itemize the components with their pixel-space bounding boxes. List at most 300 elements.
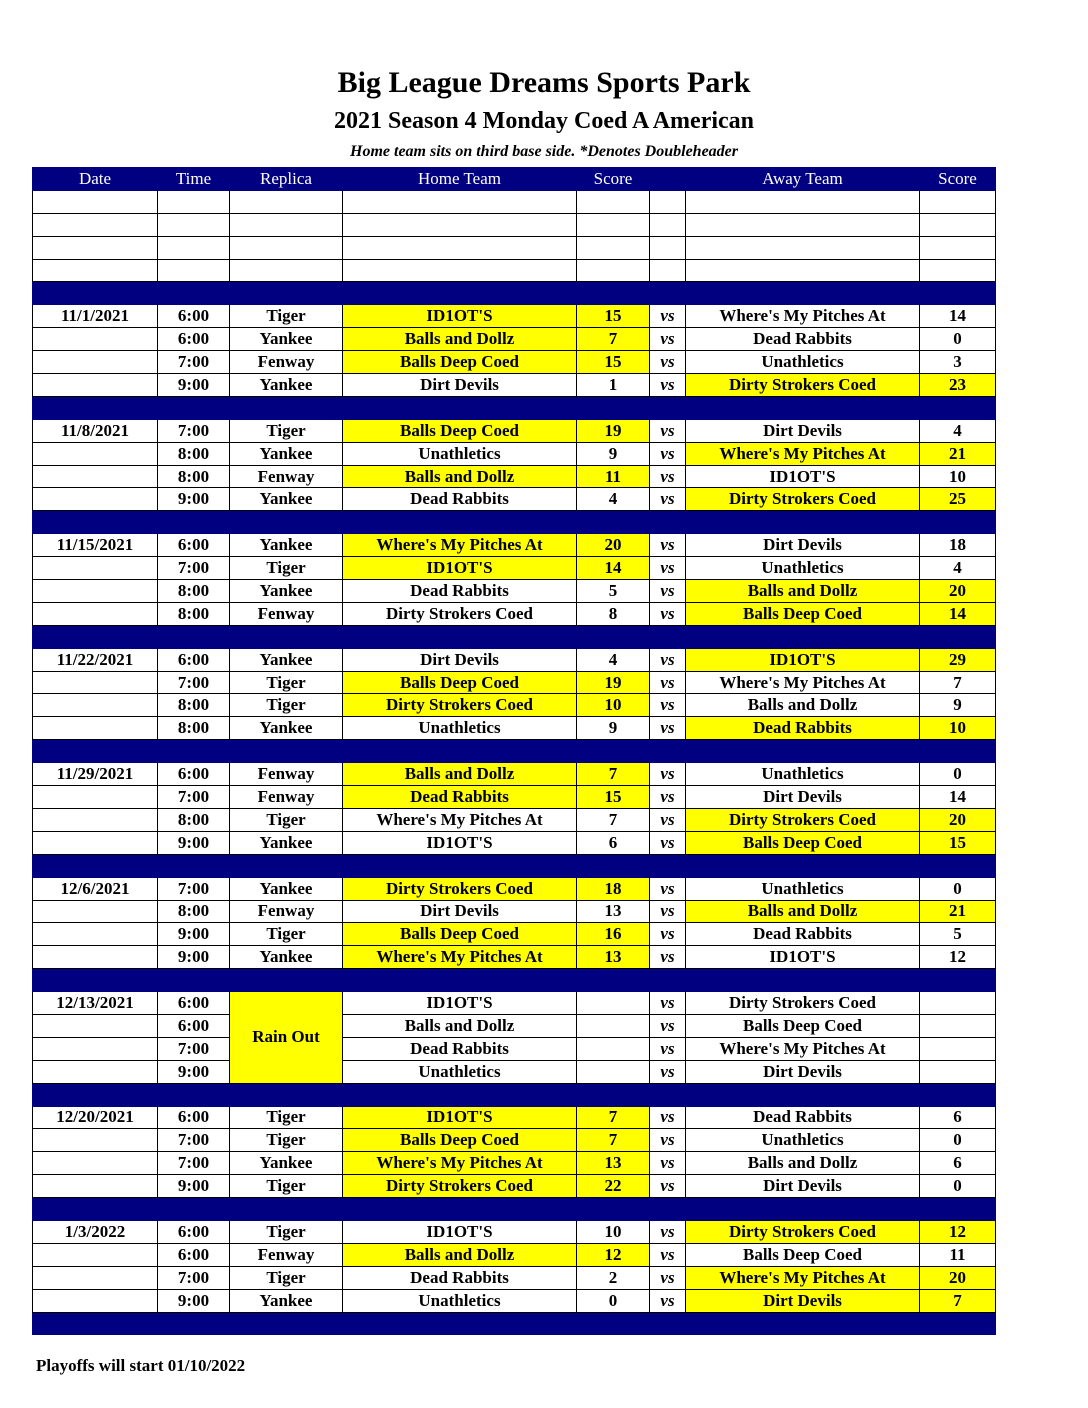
home-team: Dirty Strokers Coed — [343, 877, 577, 900]
vs-label: vs — [650, 1014, 686, 1037]
home-team: ID1OT'S — [343, 1106, 577, 1129]
vs-label: vs — [650, 1106, 686, 1129]
home-team: Balls and Dollz — [343, 1243, 577, 1266]
blank-row — [33, 236, 996, 259]
week-separator — [33, 969, 996, 992]
game-row — [33, 1152, 996, 1175]
game-row — [33, 763, 996, 786]
column-header-replica: Replica — [230, 168, 343, 191]
game-row — [33, 351, 996, 374]
game-row — [33, 694, 996, 717]
vs-label: vs — [650, 1220, 686, 1243]
home-score: 22 — [577, 1175, 650, 1198]
game-date-empty — [33, 831, 158, 854]
game-replica: Yankee — [230, 374, 343, 397]
game-time: 7:00 — [158, 1129, 230, 1152]
game-time: 7:00 — [158, 1266, 230, 1289]
game-replica: Yankee — [230, 442, 343, 465]
away-score: 11 — [920, 1243, 996, 1266]
game-replica: Tiger — [230, 808, 343, 831]
away-score: 14 — [920, 305, 996, 328]
game-replica: Fenway — [230, 786, 343, 809]
home-score: 5 — [577, 580, 650, 603]
column-header-time: Time — [158, 168, 230, 191]
vs-label: vs — [650, 786, 686, 809]
week-separator — [33, 1198, 996, 1221]
vs-label: vs — [650, 534, 686, 557]
away-score: 18 — [920, 534, 996, 557]
game-time: 8:00 — [158, 442, 230, 465]
game-time: 6:00 — [158, 305, 230, 328]
week-separator — [33, 854, 996, 877]
game-time: 7:00 — [158, 557, 230, 580]
game-replica: Yankee — [230, 648, 343, 671]
game-date-empty — [33, 1175, 158, 1198]
vs-label: vs — [650, 328, 686, 351]
game-replica: Tiger — [230, 671, 343, 694]
column-header-away-score: Score — [920, 168, 996, 191]
game-time: 8:00 — [158, 808, 230, 831]
away-team: ID1OT'S — [686, 946, 920, 969]
game-row — [33, 1289, 996, 1312]
game-row — [33, 1106, 996, 1129]
game-time: 6:00 — [158, 763, 230, 786]
vs-label: vs — [650, 877, 686, 900]
home-team: Balls and Dollz — [343, 465, 577, 488]
home-team: Dead Rabbits — [343, 580, 577, 603]
game-date-empty — [33, 900, 158, 923]
footer-note: Playoffs will start 01/10/2022 — [36, 1356, 246, 1375]
home-score: 16 — [577, 923, 650, 946]
game-replica: Tiger — [230, 1220, 343, 1243]
away-team: Unathletics — [686, 557, 920, 580]
week-separator — [33, 625, 996, 648]
home-team: Balls Deep Coed — [343, 351, 577, 374]
away-team: Dirt Devils — [686, 534, 920, 557]
game-date-empty — [33, 1014, 158, 1037]
away-team: ID1OT'S — [686, 648, 920, 671]
vs-label: vs — [650, 694, 686, 717]
home-score: 15 — [577, 305, 650, 328]
home-team: Dead Rabbits — [343, 786, 577, 809]
game-replica: Tiger — [230, 923, 343, 946]
game-row — [33, 992, 996, 1015]
game-time: 7:00 — [158, 351, 230, 374]
away-team: Where's My Pitches At — [686, 1266, 920, 1289]
schedule-body — [33, 168, 996, 1335]
game-row — [33, 580, 996, 603]
home-team: Dirty Strokers Coed — [343, 694, 577, 717]
away-score: 29 — [920, 648, 996, 671]
game-time: 6:00 — [158, 1243, 230, 1266]
away-score: 0 — [920, 763, 996, 786]
away-score: 20 — [920, 580, 996, 603]
away-score: 0 — [920, 877, 996, 900]
vs-label: vs — [650, 946, 686, 969]
away-team: Dirt Devils — [686, 1060, 920, 1083]
home-team: Balls and Dollz — [343, 1014, 577, 1037]
away-team: Dirty Strokers Coed — [686, 992, 920, 1015]
vs-label: vs — [650, 1060, 686, 1083]
game-time: 6:00 — [158, 328, 230, 351]
game-date: 1/3/2022 — [33, 1220, 158, 1243]
away-score — [920, 992, 996, 1015]
game-replica: Yankee — [230, 877, 343, 900]
game-replica: Tiger — [230, 557, 343, 580]
home-team: Balls Deep Coed — [343, 1129, 577, 1152]
vs-label: vs — [650, 488, 686, 511]
game-time: 9:00 — [158, 1289, 230, 1312]
game-replica: Tiger — [230, 1175, 343, 1198]
away-team: Dirt Devils — [686, 1175, 920, 1198]
game-row — [33, 900, 996, 923]
home-score: 11 — [577, 465, 650, 488]
game-time: 6:00 — [158, 992, 230, 1015]
home-team: Where's My Pitches At — [343, 946, 577, 969]
away-score: 10 — [920, 465, 996, 488]
away-team: Dirt Devils — [686, 419, 920, 442]
game-date: 11/22/2021 — [33, 648, 158, 671]
game-replica: Fenway — [230, 1243, 343, 1266]
game-replica: Tiger — [230, 1266, 343, 1289]
game-time: 6:00 — [158, 1220, 230, 1243]
home-team: ID1OT'S — [343, 305, 577, 328]
away-score: 4 — [920, 419, 996, 442]
game-time: 8:00 — [158, 602, 230, 625]
game-time: 9:00 — [158, 1175, 230, 1198]
game-row — [33, 671, 996, 694]
game-row — [33, 1243, 996, 1266]
game-date: 12/13/2021 — [33, 992, 158, 1015]
game-date-empty — [33, 351, 158, 374]
game-row — [33, 717, 996, 740]
away-score: 21 — [920, 442, 996, 465]
game-replica: Yankee — [230, 328, 343, 351]
home-team: Dirt Devils — [343, 648, 577, 671]
game-date-empty — [33, 557, 158, 580]
game-row — [33, 1014, 996, 1037]
vs-label: vs — [650, 763, 686, 786]
game-time: 7:00 — [158, 877, 230, 900]
home-team: Balls Deep Coed — [343, 419, 577, 442]
away-team: Unathletics — [686, 763, 920, 786]
vs-label: vs — [650, 351, 686, 374]
home-score — [577, 992, 650, 1015]
game-row — [33, 1220, 996, 1243]
game-time: 7:00 — [158, 671, 230, 694]
vs-label: vs — [650, 1289, 686, 1312]
vs-label: vs — [650, 992, 686, 1015]
away-score: 10 — [920, 717, 996, 740]
away-score: 21 — [920, 900, 996, 923]
header-note: Home team sits on third base side. *Denotes Doubleheader — [350, 143, 738, 160]
away-score — [920, 1014, 996, 1037]
game-replica: Tiger — [230, 419, 343, 442]
away-score — [920, 1060, 996, 1083]
column-header-home-team: Home Team — [343, 168, 577, 191]
game-time: 7:00 — [158, 786, 230, 809]
away-score: 23 — [920, 374, 996, 397]
blank-row — [33, 259, 996, 282]
away-score: 7 — [920, 1289, 996, 1312]
week-separator — [33, 511, 996, 534]
game-date-empty — [33, 580, 158, 603]
away-team: Dirty Strokers Coed — [686, 374, 920, 397]
away-score — [920, 1037, 996, 1060]
game-replica: Yankee — [230, 534, 343, 557]
home-score: 9 — [577, 442, 650, 465]
away-score: 14 — [920, 786, 996, 809]
game-date-empty — [33, 328, 158, 351]
home-team: Unathletics — [343, 1060, 577, 1083]
game-date-empty — [33, 1037, 158, 1060]
game-time: 9:00 — [158, 1060, 230, 1083]
game-row — [33, 946, 996, 969]
vs-label: vs — [650, 465, 686, 488]
away-team: Dead Rabbits — [686, 328, 920, 351]
game-date-empty — [33, 374, 158, 397]
vs-label: vs — [650, 1175, 686, 1198]
week-separator — [33, 396, 996, 419]
vs-label: vs — [650, 900, 686, 923]
home-team: Dead Rabbits — [343, 488, 577, 511]
game-row — [33, 1129, 996, 1152]
away-team: Where's My Pitches At — [686, 1037, 920, 1060]
home-team: ID1OT'S — [343, 557, 577, 580]
away-team: Unathletics — [686, 351, 920, 374]
home-team: Unathletics — [343, 1289, 577, 1312]
home-team: Where's My Pitches At — [343, 1152, 577, 1175]
home-score: 7 — [577, 763, 650, 786]
vs-label: vs — [650, 1129, 686, 1152]
game-replica: Tiger — [230, 694, 343, 717]
column-header-home-score: Score — [577, 168, 650, 191]
away-score: 12 — [920, 946, 996, 969]
away-score: 20 — [920, 1266, 996, 1289]
away-score: 6 — [920, 1152, 996, 1175]
game-date-empty — [33, 1243, 158, 1266]
week-separator — [33, 740, 996, 763]
vs-label: vs — [650, 831, 686, 854]
game-time: 8:00 — [158, 717, 230, 740]
week-separator — [33, 1083, 996, 1106]
game-time: 6:00 — [158, 648, 230, 671]
game-time: 6:00 — [158, 1106, 230, 1129]
away-team: Dirt Devils — [686, 786, 920, 809]
game-row — [33, 328, 996, 351]
game-row — [33, 831, 996, 854]
away-team: Dead Rabbits — [686, 1106, 920, 1129]
away-team: Dead Rabbits — [686, 923, 920, 946]
game-row — [33, 786, 996, 809]
blank-row — [33, 213, 996, 236]
home-score: 4 — [577, 488, 650, 511]
away-team: Dirt Devils — [686, 1289, 920, 1312]
away-score: 0 — [920, 328, 996, 351]
away-team: Where's My Pitches At — [686, 442, 920, 465]
home-score: 15 — [577, 786, 650, 809]
away-team: Dirty Strokers Coed — [686, 808, 920, 831]
game-date-empty — [33, 1266, 158, 1289]
schedule-table — [32, 167, 996, 1335]
game-time: 9:00 — [158, 374, 230, 397]
game-date-empty — [33, 808, 158, 831]
home-team: Balls Deep Coed — [343, 671, 577, 694]
home-score — [577, 1014, 650, 1037]
game-date: 11/29/2021 — [33, 763, 158, 786]
game-date: 12/20/2021 — [33, 1106, 158, 1129]
away-team: Where's My Pitches At — [686, 305, 920, 328]
vs-label: vs — [650, 808, 686, 831]
game-date-empty — [33, 602, 158, 625]
home-score: 20 — [577, 534, 650, 557]
page-title: Big League Dreams Sports Park — [337, 66, 751, 99]
vs-label: vs — [650, 671, 686, 694]
home-score: 14 — [577, 557, 650, 580]
home-score: 10 — [577, 694, 650, 717]
game-replica: Yankee — [230, 717, 343, 740]
game-time: 6:00 — [158, 534, 230, 557]
home-team: Balls Deep Coed — [343, 923, 577, 946]
away-team: Dirty Strokers Coed — [686, 488, 920, 511]
home-score: 8 — [577, 602, 650, 625]
home-score: 2 — [577, 1266, 650, 1289]
game-date-empty — [33, 694, 158, 717]
home-score: 19 — [577, 419, 650, 442]
home-score — [577, 1037, 650, 1060]
game-date-empty — [33, 786, 158, 809]
home-team: Where's My Pitches At — [343, 534, 577, 557]
game-row — [33, 602, 996, 625]
home-score: 15 — [577, 351, 650, 374]
week-separator — [33, 1312, 996, 1335]
home-team: Dead Rabbits — [343, 1037, 577, 1060]
home-score: 13 — [577, 946, 650, 969]
blank-row — [33, 190, 996, 213]
game-row — [33, 1266, 996, 1289]
away-team: Balls and Dollz — [686, 900, 920, 923]
game-date-empty — [33, 1060, 158, 1083]
game-row — [33, 1037, 996, 1060]
game-replica: Fenway — [230, 465, 343, 488]
vs-label: vs — [650, 923, 686, 946]
game-replica: Tiger — [230, 1129, 343, 1152]
game-date: 11/15/2021 — [33, 534, 158, 557]
home-score: 18 — [577, 877, 650, 900]
game-date-empty — [33, 923, 158, 946]
vs-label: vs — [650, 442, 686, 465]
vs-label: vs — [650, 648, 686, 671]
game-replica: Yankee — [230, 488, 343, 511]
game-replica: Yankee — [230, 580, 343, 603]
away-team: Balls and Dollz — [686, 580, 920, 603]
game-row — [33, 465, 996, 488]
away-team: ID1OT'S — [686, 465, 920, 488]
vs-label: vs — [650, 1152, 686, 1175]
home-score: 10 — [577, 1220, 650, 1243]
home-score: 7 — [577, 328, 650, 351]
game-replica: Yankee — [230, 946, 343, 969]
away-score: 9 — [920, 694, 996, 717]
away-score: 25 — [920, 488, 996, 511]
page-subtitle: 2021 Season 4 Monday Coed A American — [333, 108, 755, 134]
away-team: Unathletics — [686, 877, 920, 900]
game-row — [33, 442, 996, 465]
away-team: Balls Deep Coed — [686, 602, 920, 625]
game-time: 8:00 — [158, 580, 230, 603]
rain-out-label: Rain Out — [230, 992, 343, 1084]
game-date-empty — [33, 465, 158, 488]
game-replica: Fenway — [230, 900, 343, 923]
game-replica: Tiger — [230, 305, 343, 328]
home-score: 7 — [577, 1129, 650, 1152]
game-row — [33, 877, 996, 900]
game-row — [33, 534, 996, 557]
home-team: Unathletics — [343, 442, 577, 465]
game-row — [33, 305, 996, 328]
game-time: 7:00 — [158, 1152, 230, 1175]
away-score: 0 — [920, 1129, 996, 1152]
away-team: Where's My Pitches At — [686, 671, 920, 694]
vs-label: vs — [650, 1243, 686, 1266]
home-score: 19 — [577, 671, 650, 694]
away-team: Dirty Strokers Coed — [686, 1220, 920, 1243]
away-score: 14 — [920, 602, 996, 625]
away-team: Unathletics — [686, 1129, 920, 1152]
game-time: 7:00 — [158, 419, 230, 442]
away-team: Balls Deep Coed — [686, 1243, 920, 1266]
header-row — [33, 168, 996, 191]
home-score — [577, 1060, 650, 1083]
home-score: 4 — [577, 648, 650, 671]
game-replica: Yankee — [230, 1289, 343, 1312]
game-date-empty — [33, 1129, 158, 1152]
game-date-empty — [33, 1152, 158, 1175]
game-time: 9:00 — [158, 831, 230, 854]
vs-label: vs — [650, 374, 686, 397]
vs-label: vs — [650, 557, 686, 580]
home-score: 9 — [577, 717, 650, 740]
game-date-empty — [33, 442, 158, 465]
away-team: Balls and Dollz — [686, 1152, 920, 1175]
game-date: 11/8/2021 — [33, 419, 158, 442]
game-replica: Fenway — [230, 763, 343, 786]
game-row — [33, 808, 996, 831]
week-separator — [33, 282, 996, 305]
away-team: Balls Deep Coed — [686, 1014, 920, 1037]
game-time: 9:00 — [158, 488, 230, 511]
away-score: 3 — [920, 351, 996, 374]
away-score: 6 — [920, 1106, 996, 1129]
home-team: Balls and Dollz — [343, 328, 577, 351]
home-team: Dirt Devils — [343, 900, 577, 923]
away-score: 4 — [920, 557, 996, 580]
column-header-date: Date — [33, 168, 158, 191]
home-score: 13 — [577, 900, 650, 923]
home-team: Balls and Dollz — [343, 763, 577, 786]
home-score: 13 — [577, 1152, 650, 1175]
home-team: Dirty Strokers Coed — [343, 602, 577, 625]
vs-label: vs — [650, 580, 686, 603]
vs-label: vs — [650, 602, 686, 625]
game-time: 8:00 — [158, 694, 230, 717]
game-replica: Yankee — [230, 831, 343, 854]
game-time: 6:00 — [158, 1014, 230, 1037]
home-team: Dirty Strokers Coed — [343, 1175, 577, 1198]
home-score: 0 — [577, 1289, 650, 1312]
game-row — [33, 557, 996, 580]
home-score: 6 — [577, 831, 650, 854]
